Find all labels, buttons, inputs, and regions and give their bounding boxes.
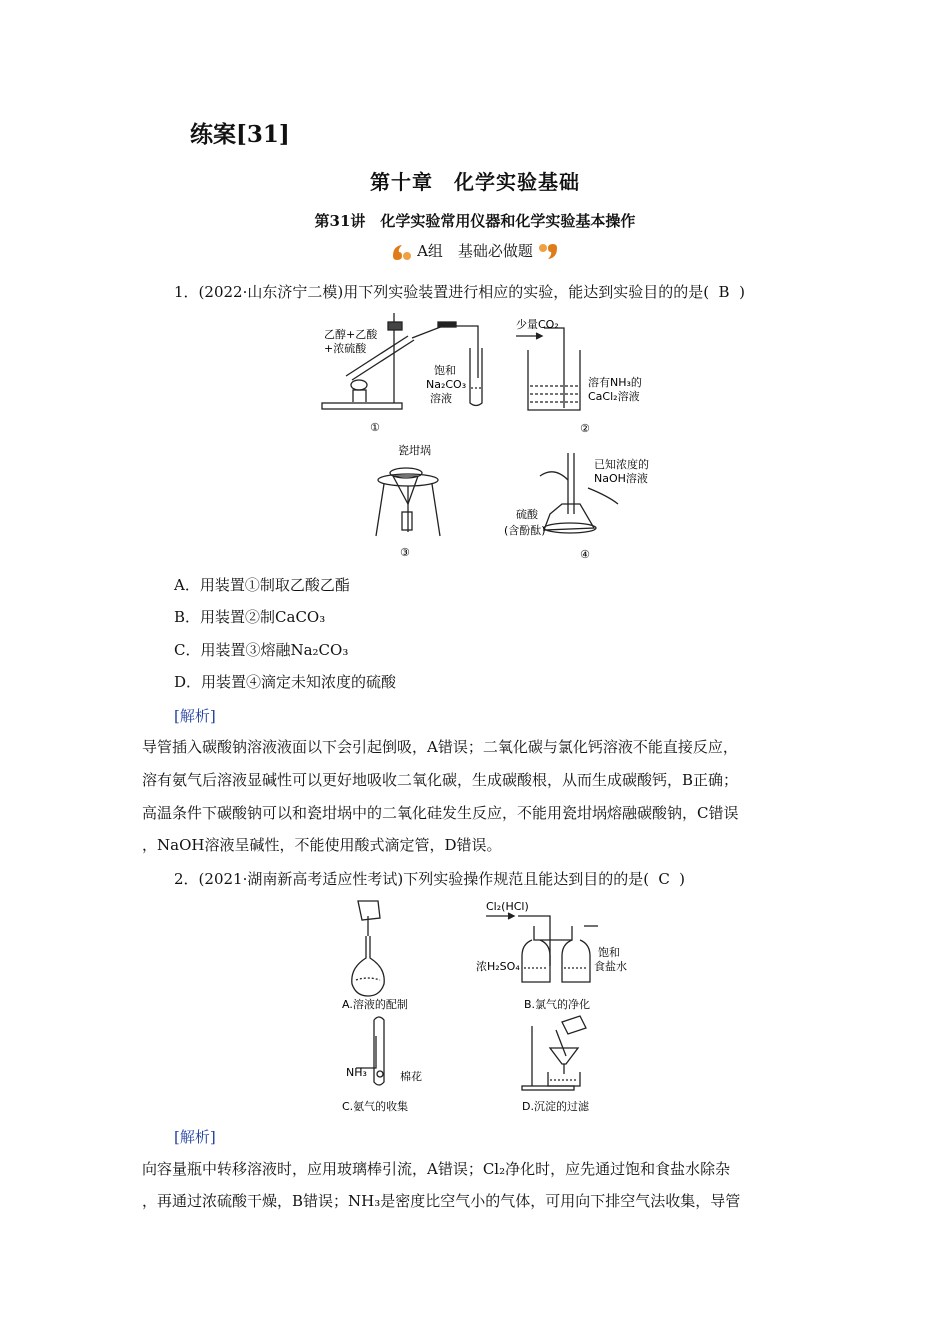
f1-sat3: 溶液 [430, 392, 452, 405]
f1-reagent2: +浓硫酸 [324, 342, 367, 355]
b-left: 浓H₂SO₄ [476, 960, 520, 973]
f2-sol1: 溶有NH₃的 [588, 376, 642, 389]
apparatus-3 [376, 468, 440, 536]
q1-option-b: B．用装置②制CaCO₃ [174, 608, 326, 626]
q2-close: ) [679, 870, 685, 888]
q2-jiexi-line-1: 向容量瓶中转移溶液时，应用玻璃棒引流，A错误；Cl₂净化时，应先通过饱和食盐水除杂 [142, 1160, 731, 1178]
b-gas: Cl₂(HCl) [486, 900, 529, 913]
f1-sat1: 饱和 [434, 364, 456, 377]
f1-number: ① [370, 421, 380, 434]
c-gas: NH₃ [346, 1066, 367, 1079]
f1-sat2: Na₂CO₃ [426, 378, 467, 391]
group-heading [0, 240, 950, 262]
c-cotton: 棉花 [400, 1070, 422, 1083]
q2-answer: C [658, 870, 670, 888]
b-right1: 饱和 [598, 946, 620, 959]
right-quote-icon [538, 242, 560, 262]
lecture-title: 第31讲 化学实验常用仪器和化学实验基本操作 [314, 212, 636, 230]
f4-acid2: (含酚酞) [504, 524, 546, 537]
q1-jiexi-label: [解析] [174, 707, 216, 725]
q1-figure [318, 308, 698, 568]
f4-naoh1: 已知浓度的 [594, 458, 649, 471]
q1-jiexi-line-2: 溶有氨气后溶液显碱性可以更好地吸收二氧化碳，生成碳酸根，从而生成碳酸钙，B正确； [142, 771, 739, 789]
chapter-title: 第十章 化学实验基础 [370, 170, 580, 194]
apparatus-a [352, 901, 384, 996]
group-label: A组 基础必做题 [417, 242, 533, 260]
b-right2: 食盐水 [594, 960, 627, 973]
a-caption: A.溶液的配制 [342, 998, 408, 1011]
f4-acid1: 硫酸 [516, 508, 538, 521]
c-caption: C.氨气的收集 [342, 1100, 409, 1113]
question-2 [174, 868, 685, 889]
question-1 [174, 281, 745, 302]
q1-option-a: A．用装置①制取乙酸乙酯 [174, 576, 350, 594]
q1-source: (2022·山东济宁二模) [198, 283, 344, 301]
d-caption: D.沉淀的过滤 [522, 1100, 589, 1113]
q1-jiexi-line-4: ，NaOH溶液呈碱性，不能使用酸式滴定管，D错误。 [142, 836, 502, 854]
f4-naoh2: NaOH溶液 [594, 472, 648, 485]
q1-number: 1． [174, 283, 199, 301]
q2-source: (2021·湖南新高考适应性考试) [198, 870, 404, 888]
q2-figure [336, 896, 656, 1118]
q1-option-d: D．用装置④滴定未知浓度的硫酸 [174, 673, 397, 691]
q2-text: 下列实验操作规范且能达到目的的是( [403, 870, 650, 888]
q2-jiexi-label: [解析] [174, 1128, 216, 1146]
f2-number: ② [580, 422, 590, 435]
f4-number: ④ [580, 548, 590, 561]
q1-close: ) [739, 283, 745, 301]
f2-sol2: CaCl₂溶液 [588, 390, 640, 403]
f1-reagent1: 乙醇+乙酸 [324, 328, 378, 341]
f3-crucible: 瓷坩埚 [398, 444, 431, 457]
f3-number: ③ [400, 546, 410, 559]
q2-number: 2． [174, 870, 199, 888]
q1-answer: B [718, 283, 730, 301]
f2-gas: 少量CO₂ [516, 318, 559, 331]
apparatus-2 [516, 328, 580, 410]
q2-jiexi-line-2: ，再通过浓硫酸干燥，B错误；NH₃是密度比空气小的气体，可用向下排空气法收集，导管 [142, 1192, 741, 1210]
left-quote-icon [390, 242, 412, 262]
practice-title: 练案[31] [190, 121, 290, 148]
q1-jiexi-line-1: 导管插入碳酸钠溶液液面以下会引起倒吸，A错误；二氧化碳与氯化钙溶液不能直接反应， [142, 738, 738, 756]
q1-text: 用下列实验装置进行相应的实验，能达到实验目的的是( [343, 283, 710, 301]
b-caption: B.氯气的净化 [524, 998, 591, 1011]
apparatus-d [522, 1016, 586, 1090]
q1-option-c: C．用装置③熔融Na₂CO₃ [174, 641, 349, 659]
q1-jiexi-line-3: 高温条件下碳酸钠可以和瓷坩埚中的二氧化硅发生反应，不能用瓷坩埚熔融碳酸钠，C错误 [142, 804, 739, 822]
